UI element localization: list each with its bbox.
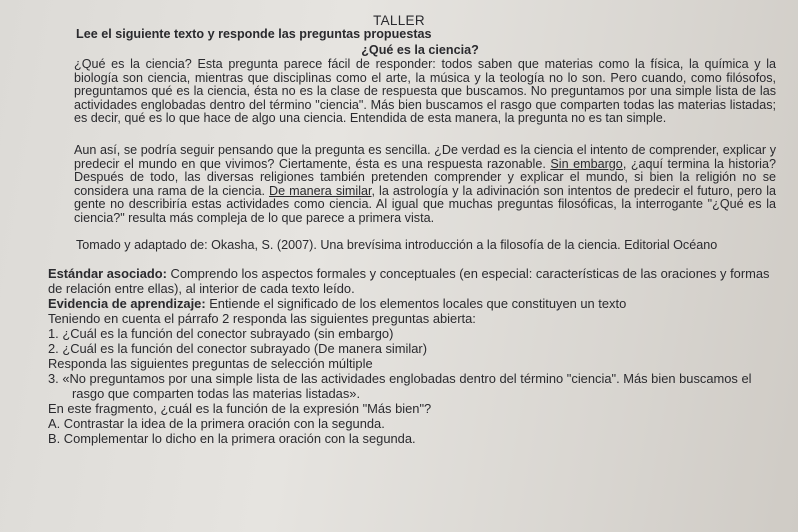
open-questions-instruction: Teniendo en cuenta el párrafo 2 responda las siguientes preguntas abierta: bbox=[48, 311, 476, 326]
evidence-text: Entiende el significado de los elementos locales que constituyen un texto bbox=[205, 296, 627, 311]
question-2: 2. ¿Cuál es la función del conector subrayado (De manera similar) bbox=[48, 341, 428, 356]
standard-line bbox=[48, 266, 788, 281]
option-b: B. Complementar lo dicho en la primera oración con la segunda. bbox=[48, 431, 416, 446]
evidence-line bbox=[48, 296, 788, 311]
paragraph-1-text: ¿Qué es la ciencia? Esta pregunta parece fácil de responder: todos saben que materias como la física, la química y la biología son ciencia, mientras que disciplinas como el arte, la música y la teología no lo son. Pero cuando, como filósofos, preguntamos qué es la ciencia, ésta no es la clase de respuesta que buscamos. No preguntamos por una simple lista de las actividades englobadas dentro del término "ciencia". Más bien buscamos el rasgo que comparten todas las materias listadas; es decir, qué es lo que hace de algo una ciencia. Entendida de esta manera, la pregunta no es tan simple. bbox=[74, 57, 776, 126]
paragraph-2-part2: , ¿aquí termina la historia? Después de todo, las diversas religiones también pretenden comprender y explicar el mundo, si bien la religión no se considera una rama de la ciencia. bbox=[74, 156, 776, 198]
worksheet-title: TALLER bbox=[373, 13, 425, 28]
evidence-label: Evidencia de aprendizaje: bbox=[48, 296, 206, 311]
paragraph-2 bbox=[74, 144, 776, 226]
paragraph-2-part1: Aun así, se podría seguir pensando que la pregunta es sencilla. ¿De verdad es la ciencia el intento de comprender, explicar y predecir el mundo en que vivimos? Ciertamente, ésta es una respuesta razonable. bbox=[74, 143, 776, 171]
option-a: A. Contrastar la idea de la primera oración con la segunda. bbox=[48, 416, 385, 431]
paragraph-2-text bbox=[74, 144, 776, 226]
connector-de-manera-similar: De manera similar bbox=[268, 183, 372, 198]
reading-instruction: Lee el siguiente texto y responde las preguntas propuestas bbox=[76, 27, 432, 41]
standard-text: Comprendo los aspectos formales y conceptuales (en especial: características de las oraciones y formas bbox=[166, 266, 770, 281]
question-1: 1. ¿Cuál es la función del conector subrayado (sin embargo) bbox=[48, 326, 394, 341]
question-3: 3. «No preguntamos por una simple lista de las actividades englobadas dentro del término "ciencia". Más bien buscamos el bbox=[48, 371, 752, 386]
paragraph-2-part3: , la astrología y la adivinación son intentos de predecir el futuro, pero la gente no describiría estas actividades como ciencia. Al igual que muchas preguntas filosóficas, la interrogante "¿Qué es la ciencia?" resulta más compleja de lo que parece a primera vista. bbox=[74, 183, 777, 225]
question-3-prompt: En este fragmento, ¿cuál es la función de la expresión "Más bien"? bbox=[48, 401, 432, 416]
text-title: ¿Qué es la ciencia? bbox=[361, 43, 479, 57]
standard-line-2: de relación entre ellas), al interior de cada texto leído. bbox=[48, 281, 355, 296]
questions-section bbox=[48, 266, 788, 446]
source-citation: Tomado y adaptado de: Okasha, S. (2007). Una brevísima introducción a la filosofía de la ciencia. Editorial Océano bbox=[76, 238, 718, 252]
question-3-continuation: rasgo que comparten todas las materias listadas». bbox=[72, 386, 361, 401]
standard-label: Estándar asociado: bbox=[48, 266, 167, 281]
connector-sin-embargo: Sin embargo bbox=[550, 156, 623, 171]
paragraph-1 bbox=[74, 58, 776, 126]
multiple-choice-instruction: Responda las siguientes preguntas de selección múltiple bbox=[48, 356, 373, 371]
